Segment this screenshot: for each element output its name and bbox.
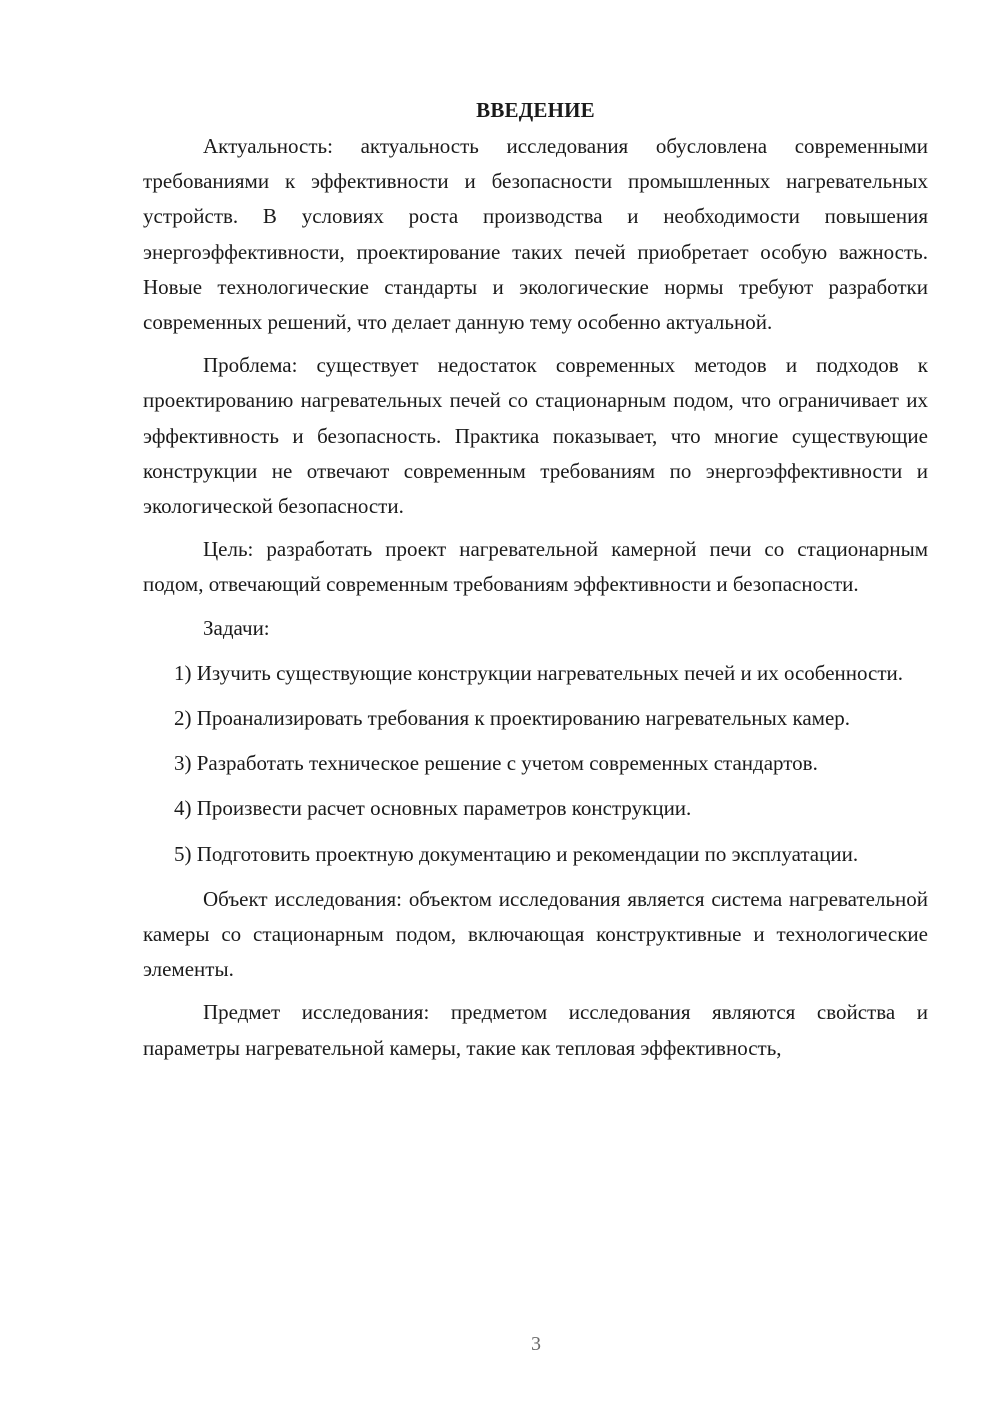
- document-page: [143, 95, 928, 1074]
- list-item: 3) Разработать техническое решение с учетом современных стандартов.: [174, 751, 818, 776]
- paragraph-relevance: Актуальность: актуальность исследования обусловлена современными требованиями к эффективности и безопасности промышленных нагревательных устройств. В условиях роста производства и необходимости повышения энергоэффективности, проектирование таких печей приобретает особую важность. Новые технологические стандарты и экологические нормы требуют разработки современных решений, что делает данную тему особенно актуальной.: [143, 134, 928, 335]
- list-item: 2) Проанализировать требования к проектированию нагревательных камер.: [174, 706, 851, 731]
- paragraph-goal: Цель: разработать проект нагревательной камерной печи со стационарным подом, отвечающий современным требованиям эффективности и безопасности.: [143, 537, 928, 597]
- paragraph-problem: Проблема: существует недостаток современных методов и подходов к проектированию нагревательных печей со стационарным подом, что ограничивает их эффективность и безопасность. Практика показывает, что многие существующие конструкции не отвечают современным требованиям по энергоэффективности и экологической безопасности.: [143, 353, 928, 519]
- page-number: 3: [531, 1333, 541, 1355]
- list-item: 5) Подготовить проектную документацию и рекомендации по эксплуатации.: [174, 841, 859, 866]
- section-heading: ВВЕДЕНИЕ: [476, 98, 595, 122]
- list-item: 4) Произвести расчет основных параметров конструкции.: [174, 796, 692, 821]
- paragraph-object: Объект исследования: объектом исследования является система нагревательной камеры со стационарным подом, включающая конструктивные и технологические элементы.: [143, 886, 928, 982]
- paragraph-subject: Предмет исследования: предметом исследования являются свойства и параметры нагревательной камеры, такие как тепловая эффективность,: [143, 1000, 928, 1060]
- tasks-label: Задачи:: [203, 615, 270, 640]
- tasks-list: [143, 656, 928, 872]
- list-item: 1) Изучить существующие конструкции нагревательных печей и их особенности.: [174, 660, 904, 685]
